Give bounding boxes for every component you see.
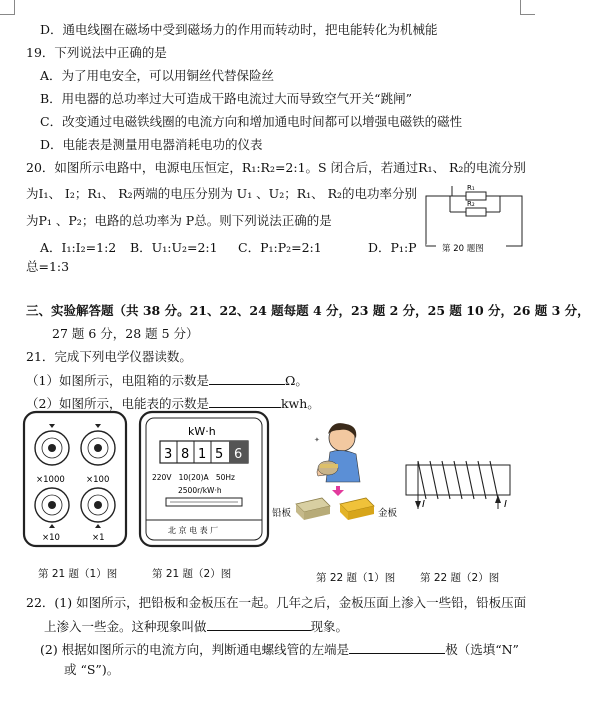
person-illustration (317, 423, 360, 482)
current-arrow-right-icon (495, 495, 501, 503)
q19-stem: 19．下列说法中正确的是 (26, 45, 167, 60)
current-arrow-left-icon (415, 501, 421, 509)
q21-part2-unit: kwh。 (280, 396, 320, 411)
section3-heading-cont: 27 题 6 分，28 题 5 分） (52, 326, 199, 341)
q20-option-b: B．U₁:U₂=2:1 (130, 240, 218, 255)
q22-part2-blank[interactable] (349, 641, 445, 654)
energy-meter-figure (138, 410, 270, 548)
meter-maker: 北 京 电 表 厂 (168, 526, 219, 535)
q19-option-a: A．为了用电安全，可以用铜丝代替保险丝 (40, 68, 275, 83)
q19-option-d: D．电能表是测量用电器消耗电功的仪表 (40, 137, 263, 152)
q21-part1 (26, 372, 308, 389)
resistance-box-figure (22, 410, 128, 548)
q22-part1-text: 上渗入一些金。这种现象叫做 (44, 619, 207, 634)
q22-fig1-caption: 第 22 题（1）图 (316, 572, 396, 584)
section3-heading: 三、实验解答题（共 38 分。21、22、24 题每题 4 分，23 题 2 分，25 题 10 分，26 题 3 分， (26, 303, 590, 318)
dial-label-1000: ×1000 (36, 475, 65, 485)
q22-fig2-caption: 第 22 题（2）图 (420, 572, 500, 584)
q22-solenoid-figure (400, 455, 518, 517)
corner-mark-right (520, 0, 535, 15)
q22-part2-suffix: 极（选填“N” (445, 642, 519, 657)
q20-option-a: A．I₁:I₂=1:2 (40, 240, 117, 255)
dial-label-1: ×1 (92, 533, 105, 543)
meter-spec: 220V 10(20)A 50Hz (152, 473, 235, 482)
current-label-right: I (504, 499, 507, 510)
dial-label-100: ×100 (86, 475, 110, 485)
q22-plates-figure (270, 418, 398, 530)
q22-part1-line2 (44, 618, 348, 635)
q21-fig1-caption: 第 21 题（1）图 (38, 568, 118, 580)
q20-line1: 20．如图所示电路中，电源电压恒定，R₁:R₂=2:1。S 闭合后，若通过R₁、 R₂的电流分别 (26, 160, 526, 175)
sparkle-icon: ✦ (314, 436, 320, 444)
meter-digit-3: 1 (198, 447, 207, 462)
resistor-r1 (466, 192, 486, 200)
resistor-r2 (466, 208, 486, 216)
gold-plate (340, 498, 374, 520)
dial-label-10: ×10 (42, 533, 60, 543)
meter-digit-4: 5 (215, 447, 224, 462)
q20-option-d-cont: 总=1:3 (26, 259, 70, 274)
q18-option-d: D．通电线圈在磁场中受到磁场力的作用而转动时，把电能转化为机械能 (40, 22, 438, 37)
lead-plate-label: 铅板 (272, 508, 292, 519)
q19-option-b: B．用电器的总功率过大可造成干路电流过大而导致空气开关“跳闸” (40, 91, 412, 106)
q22-part1-blank[interactable] (207, 618, 311, 631)
down-arrow-icon (332, 486, 344, 496)
meter-rate: 2500r/kW·h (178, 486, 222, 495)
q20-circuit-figure (420, 182, 530, 264)
label-r1: R₁ (467, 184, 475, 192)
q22-part2-line1 (40, 641, 519, 658)
q21-part1-text: （1）如图所示，电阻箱的示数是 (26, 373, 209, 388)
q22-part1-line1: 22．(1) 如图所示，把铅板和金板压在一起。几年之后，金板压面上渗入一些铅，铅板压面 (26, 595, 527, 610)
meter-digit-5: 6 (234, 447, 243, 462)
corner-mark-left (0, 0, 15, 15)
meter-digit-1: 3 (164, 447, 173, 462)
q22-part1-suffix: 现象。 (310, 619, 349, 634)
q22-part2-line2: 或 “S”)。 (64, 662, 120, 677)
q20-line2: 为I₁、 I₂；R₁、 R₂两端的电压分别为 U₁ 、U₂；R₁、 R₂的电功率分别 (26, 186, 418, 201)
q20-line3: 为P₁ 、P₂；电路的总功率为 P总。则下列说法正确的是 (26, 213, 332, 228)
q20-option-c: C．P₁:P₂=2:1 (238, 240, 322, 255)
q19-option-c: C．改变通过电磁铁线圈的电流方向和增加通电时间都可以增强电磁铁的磁性 (40, 114, 463, 129)
q20-fig-caption: 第 20 题图 (442, 244, 484, 254)
q22-part2-text: (2) 根据如图所示的电流方向，判断通电螺线管的左端是 (40, 642, 350, 657)
q21-part1-blank[interactable] (209, 372, 285, 385)
q21-part1-unit: Ω。 (284, 373, 308, 388)
lead-plate (296, 498, 330, 520)
q21-part2-blank[interactable] (209, 395, 281, 408)
q20-option-d: D．P₁:P (368, 240, 417, 255)
q21-fig2-caption: 第 21 题（2）图 (152, 568, 232, 580)
q21-stem: 21．完成下列电学仪器读数。 (26, 349, 192, 364)
q21-part2-text: （2）如图所示，电能表的示数是 (26, 396, 209, 411)
meter-unit-title: kW·h (188, 425, 216, 438)
current-label-left: I (422, 499, 425, 510)
gold-plate-label: 金板 (378, 508, 398, 519)
label-r2: R₂ (467, 200, 475, 208)
meter-digit-2: 8 (181, 447, 190, 462)
